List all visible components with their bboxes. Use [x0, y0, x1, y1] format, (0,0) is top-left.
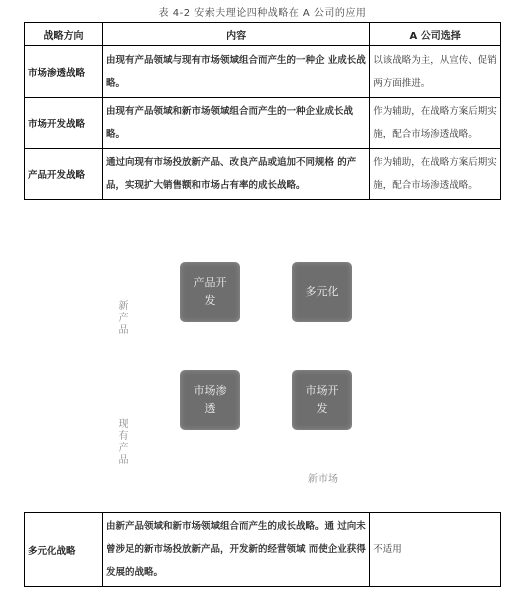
row-direction: 多元化战略: [25, 513, 103, 587]
table-caption: 表 4-2 安索夫理论四种战略在 A 公司的应用: [158, 8, 367, 19]
table-row: [25, 46, 501, 98]
table-header-row: [25, 23, 501, 46]
tile-label: 多元化: [305, 285, 339, 298]
strategy-table: [24, 22, 501, 200]
axis-label-existing-product: 现有产品: [116, 418, 127, 466]
header-choice: A 公司选择: [370, 23, 501, 46]
table-row: [25, 149, 501, 200]
tile-market-penetration: [180, 370, 240, 430]
diversification-table: [24, 512, 501, 587]
tile-label: 市场开发: [305, 384, 339, 415]
row-content: 由新产品领域和新市场领域组合而产生的成长战略。通 过向未曾涉足的新市场投放新产品，开发新的经营领域 而使企业获得发展的战略。: [102, 513, 369, 587]
tile-label: 市场渗透: [193, 384, 227, 415]
tile-diversification: [292, 262, 352, 322]
row-direction: 市场开发战略: [25, 98, 103, 149]
table-row: [25, 98, 501, 149]
row-choice: 不适用: [370, 513, 501, 587]
row-choice: 以该战略为主，从宣传、促销两方面推进。: [370, 46, 501, 98]
tile-label: 产品开发: [193, 276, 227, 307]
row-content: 由现有产品领域与现有市场领域组合而产生的一种企 业成长战略。: [102, 46, 369, 98]
header-direction: 战略方向: [25, 23, 103, 46]
row-direction: 产品开发战略: [25, 149, 103, 200]
row-choice: 作为辅助，在战略方案后期实施，配合市场渗透战略。: [370, 149, 501, 200]
row-direction: 市场渗透战略: [25, 46, 103, 98]
axis-label-new-market: 新市场: [308, 474, 338, 485]
tile-market-development: [292, 370, 352, 430]
row-choice: 作为辅助，在战略方案后期实施，配合市场渗透战略。: [370, 98, 501, 149]
table-row: [25, 513, 501, 587]
tile-product-development: [180, 262, 240, 322]
row-content: 由现有产品领域和新市场领域组合而产生的一种企业成长战略。: [102, 98, 369, 149]
header-content: 内容: [102, 23, 369, 46]
axis-label-new-product: 新产品: [116, 300, 127, 336]
row-content: 通过向现有市场投放新产品、改良产品或追加不同规格 的产品，实现扩大销售额和市场占有率的成长战略。: [102, 149, 369, 200]
